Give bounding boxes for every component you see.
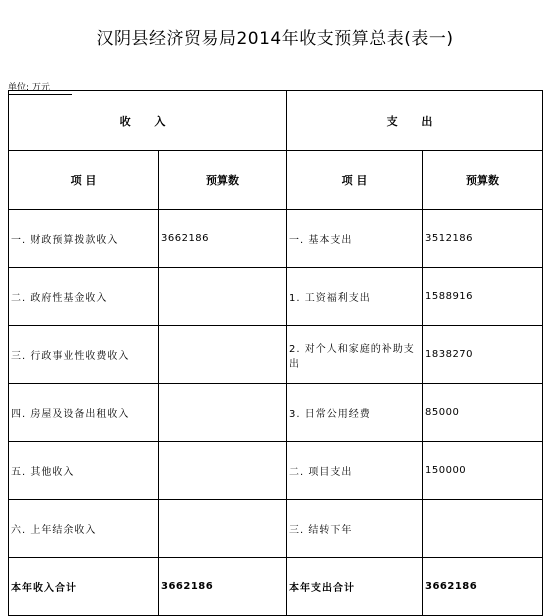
table-row (9, 210, 543, 268)
income-item: 六. 上年结余收入 (9, 500, 159, 558)
income-item: 五. 其他收入 (9, 442, 159, 500)
expense-item: 1. 工资福利支出 (287, 268, 423, 326)
income-value (159, 268, 287, 326)
expense-value: 150000 (423, 442, 543, 500)
expense-value: 85000 (423, 384, 543, 442)
table-row (9, 326, 543, 384)
expense-value (423, 500, 543, 558)
expense-item: 三. 结转下年 (287, 500, 423, 558)
total-row (9, 558, 543, 616)
expense-item: 一. 基本支出 (287, 210, 423, 268)
expense-value: 3512186 (423, 210, 543, 268)
income-item: 一. 财政预算拨款收入 (9, 210, 159, 268)
expense-value: 1588916 (423, 268, 543, 326)
table-row (9, 500, 543, 558)
expense-item: 二. 项目支出 (287, 442, 423, 500)
expense-item-header: 项 目 (287, 151, 423, 210)
expense-item: 3. 日常公用经费 (287, 384, 423, 442)
expense-total-value: 3662186 (423, 558, 543, 616)
page-title: 汉阴县经济贸易局2014年收支预算总表(表一) (96, 29, 454, 49)
income-total-value: 3662186 (159, 558, 287, 616)
table-row (9, 442, 543, 500)
expense-section-header: 支 出 (287, 91, 543, 151)
expense-budget-header: 预算数 (423, 151, 543, 210)
income-total-label: 本年收入合计 (9, 558, 159, 616)
income-item: 三. 行政事业性收费收入 (9, 326, 159, 384)
section-header-row (9, 91, 543, 151)
table-row (9, 268, 543, 326)
income-budget-header: 预算数 (159, 151, 287, 210)
income-value (159, 500, 287, 558)
expense-item: 2. 对个人和家庭的补助支出 (287, 326, 423, 384)
income-section-header: 收 入 (9, 91, 287, 151)
column-header-row (9, 151, 543, 210)
unit-label: 单位: 万元 (8, 80, 72, 95)
expense-total-label: 本年支出合计 (287, 558, 423, 616)
income-item: 二. 政府性基金收入 (9, 268, 159, 326)
expense-value: 1838270 (423, 326, 543, 384)
income-item-header: 项 目 (9, 151, 159, 210)
budget-table (8, 90, 543, 616)
income-value (159, 442, 287, 500)
income-value (159, 384, 287, 442)
income-item: 四. 房屋及设备出租收入 (9, 384, 159, 442)
income-value (159, 326, 287, 384)
income-value: 3662186 (159, 210, 287, 268)
table-row (9, 384, 543, 442)
